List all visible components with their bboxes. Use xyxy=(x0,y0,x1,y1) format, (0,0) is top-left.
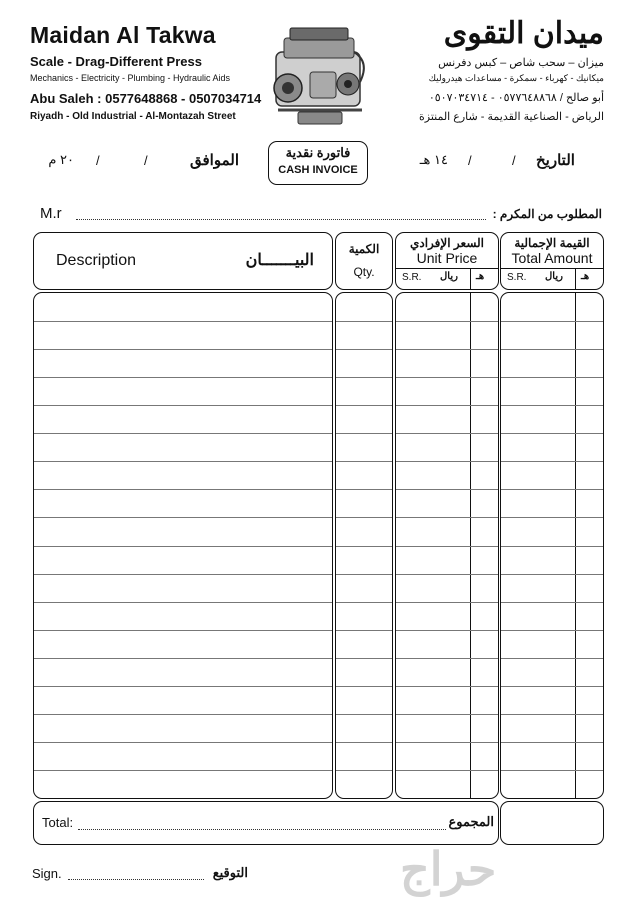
greg-slash-2: / xyxy=(96,153,100,168)
total-halala-label: هـ xyxy=(581,271,590,282)
row-rule-line xyxy=(501,714,603,715)
greg-slash-1: / xyxy=(144,153,148,168)
row-rule-line xyxy=(34,349,332,350)
date-slash-1: / xyxy=(512,153,516,168)
row-rule-line xyxy=(501,630,603,631)
row-rule-line xyxy=(336,377,392,378)
total-amount-header xyxy=(500,232,604,290)
unit-halala-label: هـ xyxy=(476,271,485,282)
total-words-field[interactable] xyxy=(78,829,446,830)
row-rule-line xyxy=(336,714,392,715)
company-subtitle-en: Scale - Drag-Different Press xyxy=(30,54,202,69)
unit-price-label-ar: السعر الإفرادي xyxy=(409,236,485,250)
row-rule-line xyxy=(501,433,603,434)
row-rule-line xyxy=(34,321,332,322)
row-rule-line xyxy=(396,349,498,350)
company-services-en: Mechanics - Electricity - Plumbing - Hydraulic Aids xyxy=(30,73,231,83)
row-rule-line xyxy=(396,433,498,434)
row-rule-line xyxy=(396,405,498,406)
row-rule-line xyxy=(336,489,392,490)
date-slash-2: / xyxy=(468,153,472,168)
qty-column[interactable] xyxy=(335,292,393,799)
row-rule-line xyxy=(34,686,332,687)
watermark-logo: حراج xyxy=(400,843,497,895)
row-rule-line xyxy=(501,461,603,462)
row-rule-line xyxy=(34,602,332,603)
company-address-ar: الرياض - الصناعية القديمة - شارع المنتزة xyxy=(419,111,604,123)
row-rule-line xyxy=(396,517,498,518)
row-rule-line xyxy=(34,630,332,631)
company-name-en: Maidan Al Takwa xyxy=(30,22,216,48)
invoice-title-badge xyxy=(268,141,368,185)
row-rule-line xyxy=(396,377,498,378)
customer-label-en: M.r xyxy=(40,205,62,222)
qty-label-ar: الكمية xyxy=(348,242,380,256)
row-rule-line xyxy=(34,714,332,715)
row-rule-line xyxy=(34,546,332,547)
row-rule-line xyxy=(396,770,498,771)
total-amount-cell[interactable] xyxy=(500,801,604,845)
description-label-ar: البيـــــــان xyxy=(245,252,314,269)
total-sr-label: S.R. xyxy=(507,272,527,283)
row-rule-line xyxy=(336,405,392,406)
row-rule-line xyxy=(396,630,498,631)
invoice-title-ar: فاتورة نقدية xyxy=(285,145,351,160)
row-rule-line xyxy=(34,489,332,490)
gregorian-suffix: ٢٠ م xyxy=(48,152,74,167)
total-row xyxy=(33,801,499,845)
row-rule-line xyxy=(396,742,498,743)
row-rule-line xyxy=(501,377,603,378)
row-rule-line xyxy=(396,321,498,322)
row-rule-line xyxy=(501,574,603,575)
row-rule-line xyxy=(501,658,603,659)
company-phone-ar: أبو صالح / ٠٥٧٧٦٤٨٨٦٨ - ٠٥٠٧٠٣٤٧١٤ xyxy=(428,92,604,104)
row-rule-line xyxy=(501,546,603,547)
row-rule-line xyxy=(34,461,332,462)
row-rule-line xyxy=(396,658,498,659)
unit-price-header xyxy=(395,232,499,290)
row-rule-line xyxy=(336,742,392,743)
row-rule-line xyxy=(396,714,498,715)
row-rule-line xyxy=(396,489,498,490)
customer-name-field[interactable] xyxy=(76,219,486,220)
row-rule-line xyxy=(34,658,332,659)
sign-label-en: Sign. xyxy=(32,866,62,881)
row-rule-line xyxy=(501,770,603,771)
row-rule-line xyxy=(336,770,392,771)
row-rule-line xyxy=(396,686,498,687)
row-rule-line xyxy=(501,405,603,406)
row-rule-line xyxy=(396,574,498,575)
row-rule-line xyxy=(501,321,603,322)
total-riyal-label: ريال xyxy=(545,271,563,282)
row-rule-line xyxy=(501,742,603,743)
row-rule-line xyxy=(34,377,332,378)
engine-icon xyxy=(258,22,380,130)
row-rule-line xyxy=(34,405,332,406)
company-phone-en: Abu Saleh : 0577648868 - 0507034714 xyxy=(30,91,262,106)
invoice-title-en: CASH INVOICE xyxy=(278,164,358,176)
description-column[interactable] xyxy=(33,292,333,799)
row-rule-line xyxy=(336,517,392,518)
row-rule-line xyxy=(396,602,498,603)
total-amount-column[interactable] xyxy=(500,292,604,799)
description-header xyxy=(33,232,333,290)
row-rule-line xyxy=(34,574,332,575)
unit-riyal-label: ريال xyxy=(440,271,458,282)
total-label-ar: المجموع xyxy=(448,814,494,829)
signature-field[interactable] xyxy=(68,879,204,880)
row-rule-line xyxy=(336,630,392,631)
row-rule-line xyxy=(34,433,332,434)
company-address-en: Riyadh - Old Industrial - Al-Montazah Street xyxy=(30,111,236,122)
total-amount-label-ar: القيمة الإجمالية xyxy=(514,236,590,250)
row-rule-line xyxy=(34,770,332,771)
row-rule-line xyxy=(336,546,392,547)
row-rule-line xyxy=(34,517,332,518)
row-rule-line xyxy=(501,517,603,518)
qty-header xyxy=(335,232,393,290)
row-rule-line xyxy=(336,433,392,434)
unit-sr-label: S.R. xyxy=(402,272,422,283)
unit-price-column[interactable] xyxy=(395,292,499,799)
qty-label-en: Qty. xyxy=(353,265,375,279)
row-rule-line xyxy=(501,686,603,687)
row-rule-line xyxy=(396,546,498,547)
row-rule-line xyxy=(501,602,603,603)
description-label-en: Description xyxy=(56,252,137,269)
row-rule-line xyxy=(336,349,392,350)
customer-label-ar: المطلوب من المكرم : xyxy=(492,207,602,221)
row-rule-line xyxy=(336,602,392,603)
row-rule-line xyxy=(501,349,603,350)
company-subtitle-ar: ميزان – سحب شاص – كبس دفرنس xyxy=(438,57,604,69)
gregorian-label-ar: الموافق xyxy=(190,152,240,169)
row-rule-line xyxy=(501,489,603,490)
row-rule-line xyxy=(336,686,392,687)
row-rule-line xyxy=(336,574,392,575)
row-rule-line xyxy=(336,658,392,659)
row-rule-line xyxy=(336,461,392,462)
row-rule-line xyxy=(34,742,332,743)
date-label-ar: التاريخ xyxy=(536,152,575,169)
hijri-suffix: ١٤ هـ xyxy=(419,152,448,167)
company-name-ar: ميدان التقوى xyxy=(443,17,604,50)
company-services-ar: ميكانيك - كهرباء - سمكرة - مساعدات هيدروليك xyxy=(428,73,604,83)
sign-label-ar: التوقيع xyxy=(212,865,248,880)
row-rule-line xyxy=(396,461,498,462)
total-amount-label-en: Total Amount xyxy=(511,250,593,266)
total-label-en: Total: xyxy=(42,815,74,830)
unit-price-label-en: Unit Price xyxy=(416,250,478,266)
row-rule-line xyxy=(336,321,392,322)
